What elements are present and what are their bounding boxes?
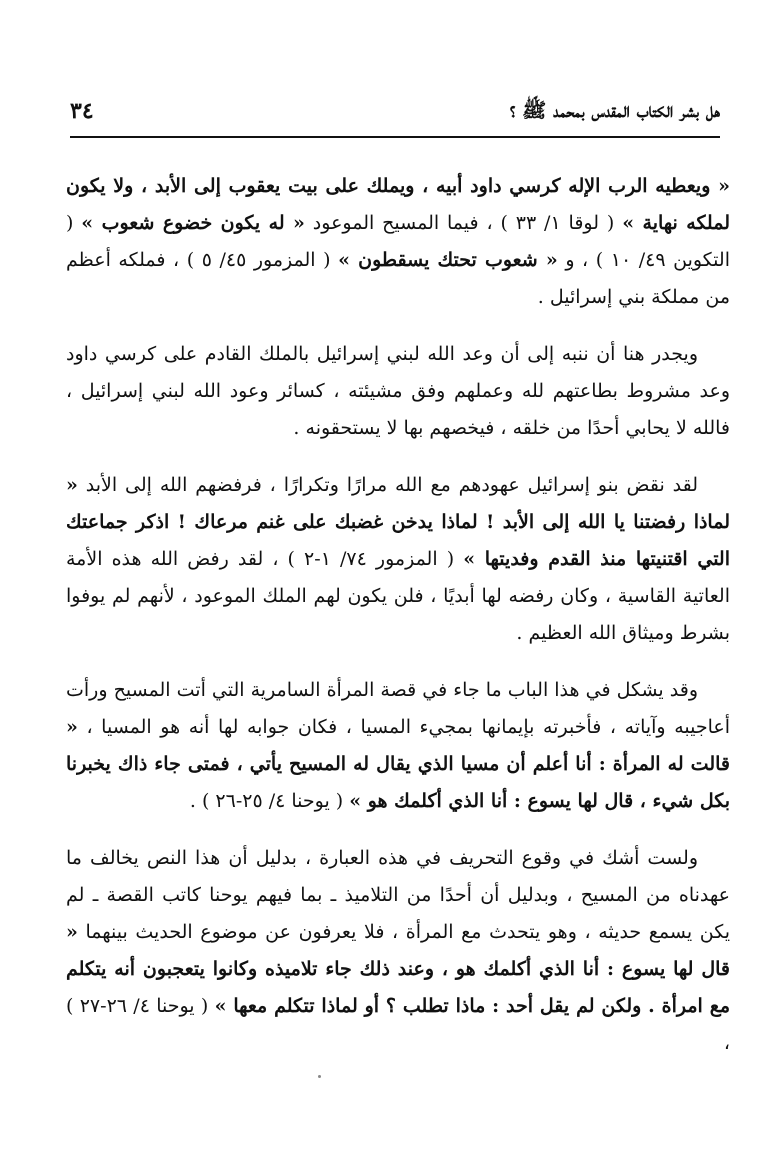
page-header bbox=[70, 96, 720, 138]
body-text: ( المزمور ٧٤/ ١-٢ ) ، لقد رفض الله هذه الأمة العاتية القاسية ، وكان رفضه لها أبديًا ، فلن يكون لهم الملك الموعود ، لأنهم لم يوفوا بشرط وميثاق الله العظيم . bbox=[66, 548, 730, 644]
body-text: ( التكوين ٤٩/ ١٠ ) ، و bbox=[66, 212, 730, 271]
body-text: ولست أشك في وقوع التحريف في هذه العبارة ، بدليل أن هذا النص يخالف ما عهدناه من المسيح ، وبدليل أن أحدًا من التلاميذ ـ بما فيهم يوحنا كاتب القصة ـ لم يكن يسمع حديثه ، وهو يتحدث مع المرأة ، فلا يعرفون عن موضوع الحديث بينهما bbox=[66, 847, 730, 943]
body-text: ويجدر هنا أن ننبه إلى أن وعد الله لبني إسرائيل بالملك القادم على كرسي داود وعد مشروط بطاعتهم لله وعملهم وفق مشيئته ، كسائر وعود الله لبني إسرائيل ، فالله لا يحابي أحدًا من خلقه ، فيخصهم بها لا يستحقونه . bbox=[66, 343, 730, 439]
body-text: ( لوقا ١/ ٣٣ ) ، فيما المسيح الموعود bbox=[304, 212, 623, 234]
scan-speck bbox=[318, 1075, 321, 1078]
quoted-text: « قال لها يسوع : أنا الذي أكلمك هو ، وعند ذلك جاء تلاميذه وكانوا يتعجبون أنه يتكلم مع امرأة . ولكن لم يقل أحد : ماذا تطلب ؟ أو لماذا تتكلم معها » bbox=[66, 921, 730, 1017]
paragraph bbox=[66, 672, 730, 820]
body-text: ( يوحنا ٤/ ٢٥-٢٦ ) . bbox=[189, 790, 350, 812]
page-number: ٣٤ bbox=[70, 98, 94, 124]
paragraph bbox=[66, 168, 730, 316]
body-text: ( المزمور ٤٥/ ٥ ) ، فملكه أعظم من مملكة بني إسرائيل . bbox=[66, 249, 730, 308]
paragraph bbox=[66, 336, 730, 447]
quoted-text: « لماذا رفضتنا يا الله إلى الأبد ! لماذا يدخن غضبك على غنم مرعاك ! اذكر جماعتك التي اقتنيتها منذ القدم وفديتها » bbox=[66, 474, 730, 570]
quoted-text: « شعوب تحتك يسقطون » bbox=[338, 249, 558, 271]
body-text: لقد نقض بنو إسرائيل عهودهم مع الله مرارًا وتكرارًا ، فرفضهم الله إلى الأبد bbox=[77, 474, 698, 496]
body-text: ( يوحنا ٤/ ٢٦-٢٧ ) ، bbox=[66, 995, 730, 1054]
paragraph bbox=[66, 467, 730, 652]
quoted-text: « له يكون خضوع شعوب » bbox=[81, 212, 305, 234]
quoted-text: « قالت له المرأة : أنا أعلم أن مسيا الذي يقال له المسيح يأتي ، فمتى جاء ذاك يخبرنا بكل شيء ، قال لها يسوع : أنا الذي أكلمك هو » bbox=[66, 716, 730, 812]
body-text: وقد يشكل في هذا الباب ما جاء في قصة المرأة السامرية التي أتت المسيح ورأت أعاجيبه وآياته ، فأخبرته بإيمانها بمجيء المسيا ، فكان جوابه لها أنه هو المسيا ، bbox=[66, 679, 730, 738]
quoted-text: « ويعطيه الرب الإله كرسي داود أبيه ، ويملك على بيت يعقوب إلى الأبد ، ولا يكون لملكه نهاية » bbox=[66, 175, 730, 234]
running-title: هل بشر الكتاب المقدس بمحمد ﷺ ؟ bbox=[509, 98, 720, 122]
paragraph bbox=[66, 840, 730, 1062]
page-body bbox=[66, 168, 730, 1082]
